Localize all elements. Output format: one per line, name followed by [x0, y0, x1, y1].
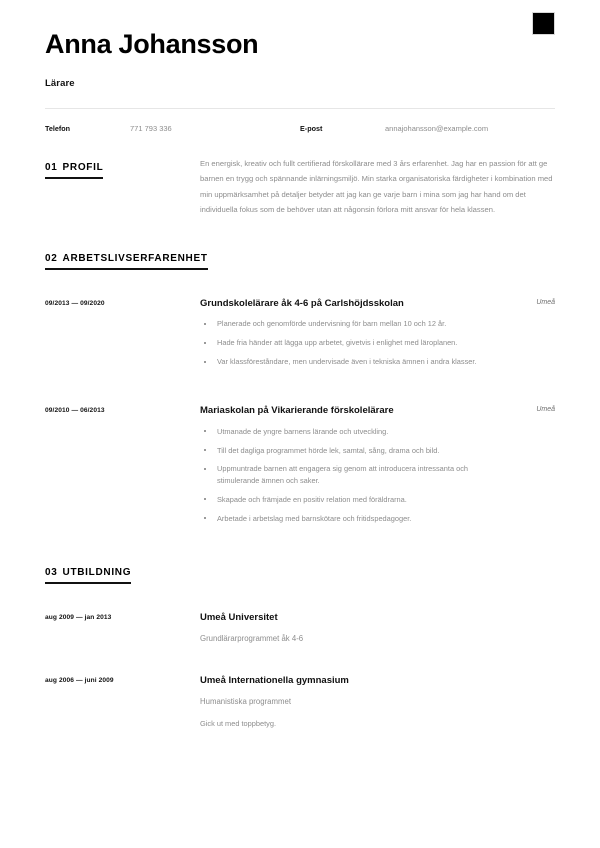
section-education-label: UTBILDNING — [62, 566, 132, 578]
education-entry-main — [200, 675, 513, 729]
section-profile-heading — [45, 156, 200, 218]
experience-entry-date: 09/2010 — 06/2013 — [45, 407, 105, 415]
email-label: E-post — [300, 123, 323, 133]
experience-entry-bullets — [200, 426, 505, 525]
profile-text: En energisk, kreativ och fullt certifierad förskollärare med 3 års erfarenhet. Jag har en passion för att ge barnen en trygg och spännande inlärningsmiljö. Min starka organisatoriska färdigheter i kombination med min uppmärksamhet på detaljer betyder att jag kan ge varje barn i mina som jag har hand om det individuella fokus som de behöver utan att någonsin förlora mitt ansvar för hela klassen. — [200, 158, 553, 215]
page-title: Anna Johansson — [45, 29, 259, 59]
experience-entry-date: 09/2013 — 09/2020 — [45, 299, 105, 307]
contact-phone — [45, 124, 300, 133]
experience-entry-bullets — [200, 318, 505, 367]
photo-placeholder — [532, 12, 555, 35]
entry-spacer — [45, 649, 555, 665]
phone-label: Telefon — [45, 123, 71, 133]
section-experience-label: ARBETSLIVSERFARENHET — [62, 252, 208, 264]
education-entry-note: Gick ut med toppbetyg. — [200, 718, 276, 728]
section-profile-number: 01 — [45, 161, 58, 173]
section-experience-title — [45, 253, 208, 270]
list-item: Hade fria händer att lägga upp arbetet, givetvis i enlighet med läroplanen. — [200, 337, 505, 348]
experience-entry-location: Umeå — [536, 406, 555, 414]
resume-header — [45, 0, 555, 89]
list-item: Utmanade de yngre barnens lärande och utveckling. — [200, 426, 505, 437]
list-item: Var klassföreståndare, men undervisade även i tekniska ämnen i andra klasser. — [200, 356, 505, 367]
entry-spacer — [45, 379, 555, 395]
contact-email — [300, 124, 555, 133]
experience-entry-title: Grundskolelärare åk 4-6 på Carlshöjdsskolan — [200, 297, 404, 309]
list-item: Till det dagliga programmet hörde lek, samtal, sång, drama och bild. — [200, 445, 505, 456]
education-entry-program: Humanistiska programmet — [200, 697, 291, 707]
education-entry-title: Umeå Internationella gymnasium — [200, 674, 349, 686]
section-education-heading — [45, 562, 555, 584]
education-entry — [45, 602, 555, 645]
section-experience-heading — [45, 248, 555, 270]
experience-entry-location: Umeå — [536, 298, 555, 306]
section-education-number: 03 — [45, 566, 58, 578]
experience-entry — [45, 288, 555, 375]
list-item: Planerade och genomförde undervisning för barn mellan 10 och 12 år. — [200, 318, 505, 329]
phone-value: 771 793 336 — [130, 123, 172, 133]
section-profile-body — [200, 156, 555, 218]
experience-entry-main — [200, 298, 513, 375]
list-item: Skapade och främjade en positiv relation med föräldrarna. — [200, 494, 505, 505]
email-value: annajohansson@example.com — [385, 123, 489, 133]
contact-row — [45, 109, 555, 133]
experience-entry-title: Mariaskolan på Vikarierande förskolelärare — [200, 405, 394, 417]
education-entry — [45, 665, 555, 729]
education-entry-location — [513, 612, 555, 645]
section-education-title — [45, 567, 131, 584]
job-title: Lärare — [45, 77, 75, 89]
section-profile-title — [45, 162, 103, 179]
education-entry-title: Umeå Universitet — [200, 611, 278, 623]
experience-entry-main — [200, 405, 513, 532]
list-item: Arbetade i arbetslag med barnskötare och fritidspedagoger. — [200, 513, 505, 524]
section-experience-number: 02 — [45, 252, 58, 264]
section-profile — [45, 156, 555, 218]
experience-entry — [45, 395, 555, 532]
list-item: Uppmuntrade barnen att engagera sig genom att introducera intressanta och stimulerande ämnen och saker. — [200, 463, 505, 486]
education-entry-date: aug 2006 — juni 2009 — [45, 676, 114, 684]
education-entry-main — [200, 612, 513, 645]
section-education — [45, 562, 555, 729]
section-profile-label: PROFIL — [62, 161, 104, 173]
education-entry-date: aug 2009 — jan 2013 — [45, 613, 112, 621]
education-entry-location — [513, 675, 555, 729]
education-entry-program: Grundlärarprogrammet åk 4-6 — [200, 634, 304, 644]
section-experience — [45, 248, 555, 532]
